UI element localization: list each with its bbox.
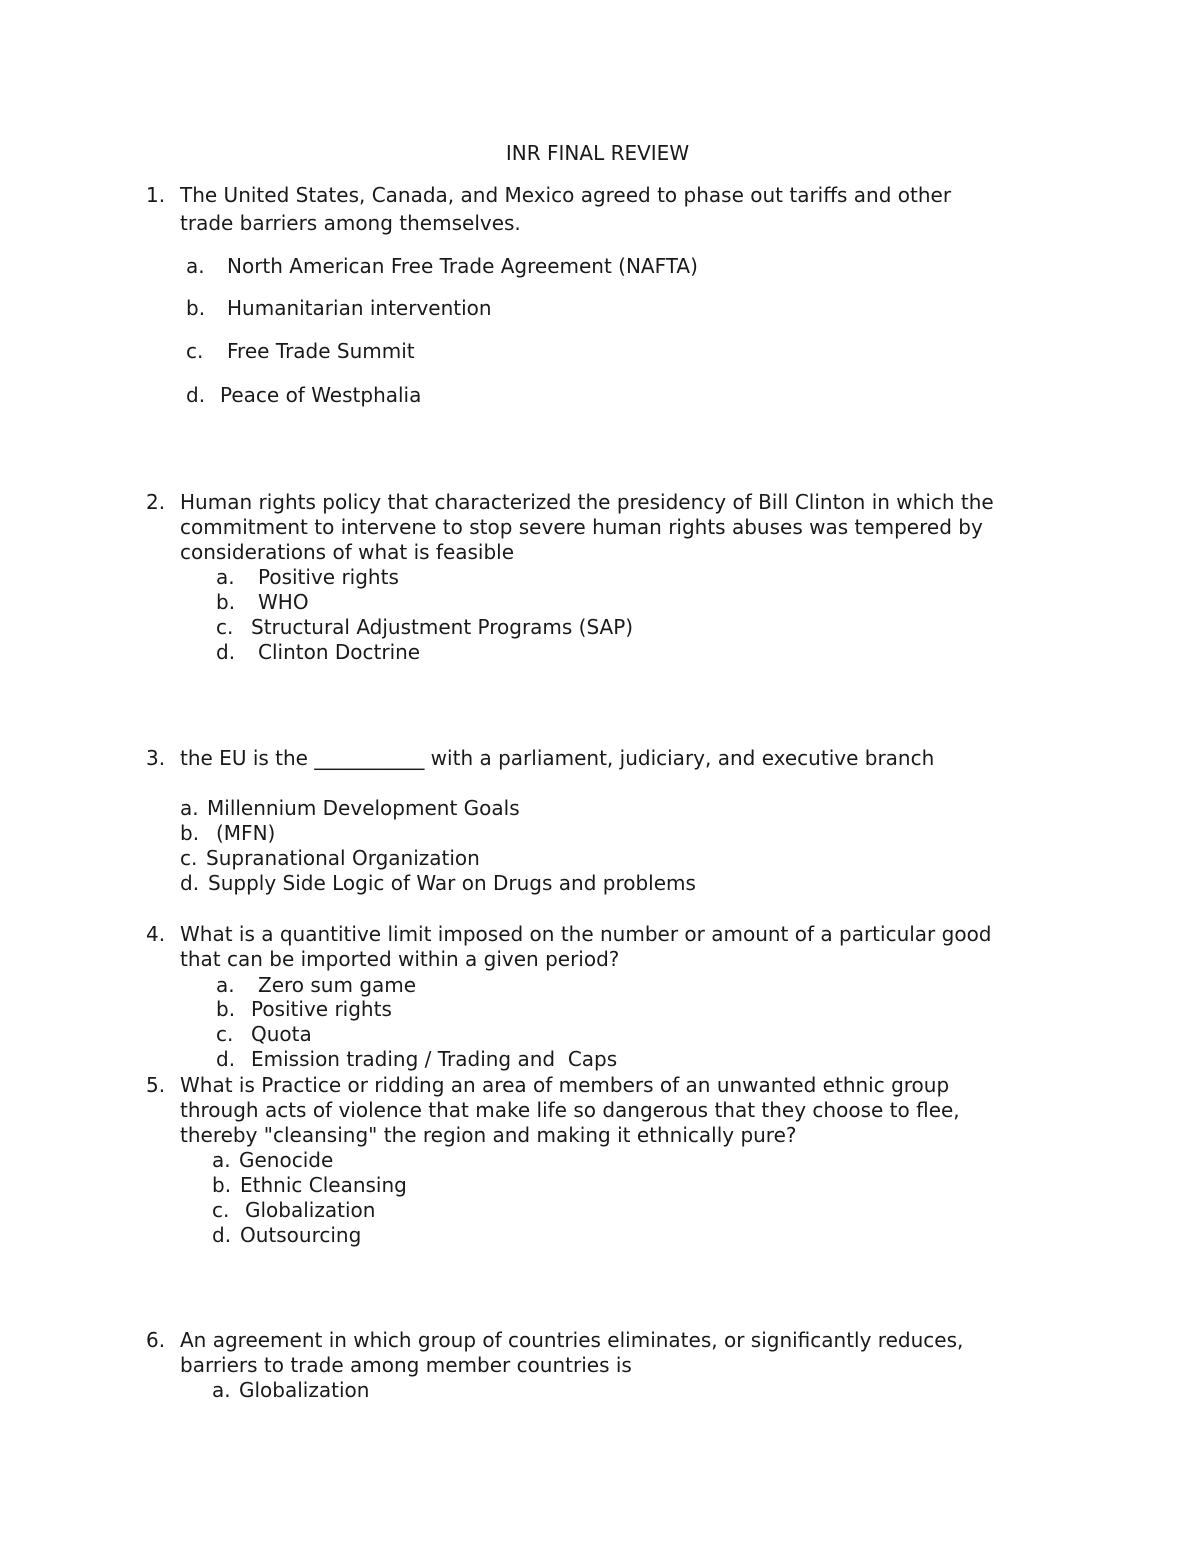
option-letter: c. (212, 1198, 230, 1222)
option-text: (MFN) (216, 821, 276, 845)
question-text-line: An agreement in which group of countries eliminates, or significantly reduces, (180, 1328, 964, 1352)
option-letter: b. (180, 821, 200, 845)
option-text: Clinton Doctrine (258, 640, 421, 664)
option-letter: a. (216, 973, 235, 997)
option-text: Peace of Westphalia (220, 383, 422, 407)
option-text: Supply Side Logic of War on Drugs and problems (208, 871, 696, 895)
option-letter: a. (216, 565, 235, 589)
question-text-line: thereby "cleansing" the region and making it ethnically pure? (180, 1123, 797, 1147)
option-letter: d. (212, 1223, 232, 1247)
question-text-line: the EU is the ___________ with a parliament, judiciary, and executive branch (180, 746, 935, 770)
option-letter: d. (180, 871, 200, 895)
question-number: 2. (146, 490, 166, 514)
option-text: Free Trade Summit (227, 339, 415, 363)
option-letter: d. (216, 1047, 236, 1071)
question-text-line: What is a quantitive limit imposed on the number or amount of a particular good (180, 922, 992, 946)
option-letter: d. (186, 383, 206, 407)
option-text: Structural Adjustment Programs (SAP) (251, 615, 634, 639)
question-text-line: trade barriers among themselves. (180, 211, 521, 235)
option-letter: a. (180, 796, 199, 820)
question-text-line: that can be imported within a given period? (180, 947, 620, 971)
question-text-line: through acts of violence that make life so dangerous that they choose to flee, (180, 1098, 960, 1122)
question-number: 5. (146, 1073, 166, 1097)
option-text: Positive rights (251, 997, 392, 1021)
option-text: Humanitarian intervention (227, 296, 492, 320)
option-letter: b. (212, 1173, 232, 1197)
option-letter: b. (216, 590, 236, 614)
option-text: North American Free Trade Agreement (NAFTA) (227, 254, 698, 278)
question-text-line: The United States, Canada, and Mexico agreed to phase out tariffs and other (180, 183, 952, 207)
option-text: Genocide (239, 1148, 334, 1172)
option-text: Millennium Development Goals (207, 796, 520, 820)
page-title: INR FINAL REVIEW (505, 141, 690, 165)
option-text: WHO (258, 590, 309, 614)
option-text: Supranational Organization (206, 846, 480, 870)
option-letter: c. (216, 1022, 234, 1046)
option-letter: c. (216, 615, 234, 639)
option-letter: c. (186, 339, 204, 363)
question-number: 1. (146, 183, 166, 207)
option-letter: a. (186, 254, 205, 278)
option-letter: c. (180, 846, 198, 870)
option-text: Emission trading / Trading and Caps (251, 1047, 618, 1071)
question-number: 3. (146, 746, 166, 770)
question-text-line: barriers to trade among member countries is (180, 1353, 632, 1377)
option-letter: d. (216, 640, 236, 664)
option-text: Positive rights (258, 565, 399, 589)
question-number: 4. (146, 922, 166, 946)
option-text: Globalization (245, 1198, 376, 1222)
option-text: Outsourcing (240, 1223, 362, 1247)
question-number: 6. (146, 1328, 166, 1352)
question-text-line: Human rights policy that characterized the presidency of Bill Clinton in which the (180, 490, 994, 514)
option-text: Globalization (239, 1378, 370, 1402)
option-text: Quota (251, 1022, 312, 1046)
option-letter: a. (212, 1148, 231, 1172)
question-text-line: considerations of what is feasible (180, 540, 515, 564)
option-letter: b. (216, 997, 236, 1021)
option-text: Zero sum game (258, 973, 417, 997)
option-letter: a. (212, 1378, 231, 1402)
question-text-line: commitment to intervene to stop severe human rights abuses was tempered by (180, 515, 983, 539)
option-text: Ethnic Cleansing (240, 1173, 407, 1197)
option-letter: b. (186, 296, 206, 320)
question-text-line: What is Practice or ridding an area of members of an unwanted ethnic group (180, 1073, 950, 1097)
